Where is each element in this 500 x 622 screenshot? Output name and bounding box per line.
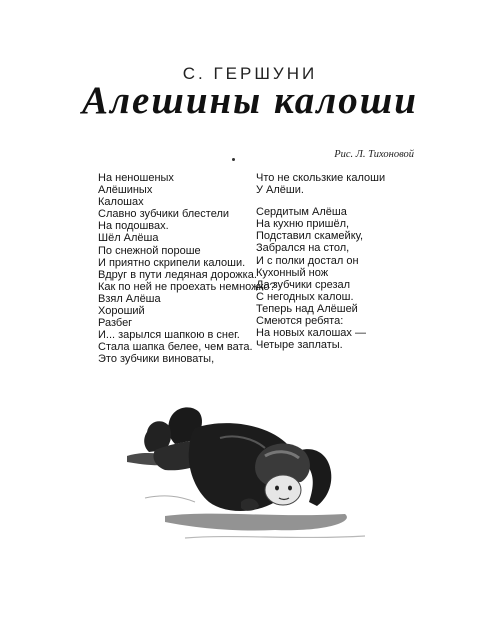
poem-line: Да зубчики срезал	[256, 278, 351, 291]
snow-texture	[185, 536, 365, 538]
poem-line: И с полки достал он	[256, 254, 359, 267]
eye	[288, 486, 292, 491]
poem-right-column	[256, 172, 385, 351]
poem-title: Алешины калоши	[82, 79, 418, 122]
poem-line: Забрался на стол,	[256, 242, 350, 255]
poem-line: С негодных калош.	[256, 290, 354, 303]
poem-line: И приятно скрипели калоши.	[98, 256, 246, 269]
poem-line: На подошвах.	[98, 220, 169, 233]
poem-line: Славно зубчики блестели	[98, 208, 230, 221]
poem-line: Четыре заплаты.	[256, 339, 343, 352]
author-name: С. ГЕРШУНИ	[182, 64, 318, 83]
poem-line: Калошах	[98, 196, 144, 209]
poem-line: По снежной пороше	[98, 244, 201, 257]
poem-line: И... зарылся шапкою в снег.	[98, 329, 240, 342]
face	[265, 475, 301, 505]
eye	[275, 486, 279, 491]
snow-texture	[145, 496, 195, 502]
stanza-break	[256, 196, 385, 206]
poem-line: Это зубчики виноваты,	[98, 353, 215, 366]
snow-shadow	[165, 514, 347, 531]
poem-line: Теперь над Алёшей	[256, 302, 358, 315]
poem-line: Алёшиных	[98, 184, 153, 197]
poem-left-column	[98, 172, 276, 366]
poem-line: Смеются ребята:	[256, 315, 344, 328]
print-speck	[232, 158, 235, 161]
poem-line: Подставил скамейку,	[256, 230, 364, 243]
poem-line: Разбег	[98, 317, 133, 330]
poem-line: Что не скользкие калоши	[256, 172, 386, 184]
poem-line: На неношеных	[98, 172, 174, 184]
poem-line: Кухонный нож	[256, 266, 329, 279]
poem-line: Вдруг в пути ледяная дорожка.	[98, 268, 257, 281]
illustration-credit: Рис. Л. Тихоновой	[334, 149, 414, 160]
poem-line: Шёл Алёша	[98, 232, 159, 245]
poem-line: Стала шапка белее, чем вата.	[98, 341, 253, 354]
poem-line: У Алёши.	[256, 184, 304, 197]
poem-line: Хороший	[98, 305, 145, 318]
poem-line: Взял Алёша	[98, 292, 161, 305]
poem-line: Сердитым Алёша	[256, 206, 347, 219]
poem-line: Как по ней не проехать немножко?	[98, 280, 276, 293]
poem-line: На новых калошах —	[256, 327, 366, 340]
boy-in-snow-illustration	[125, 398, 385, 558]
poem-line: На кухню пришёл,	[256, 218, 350, 231]
